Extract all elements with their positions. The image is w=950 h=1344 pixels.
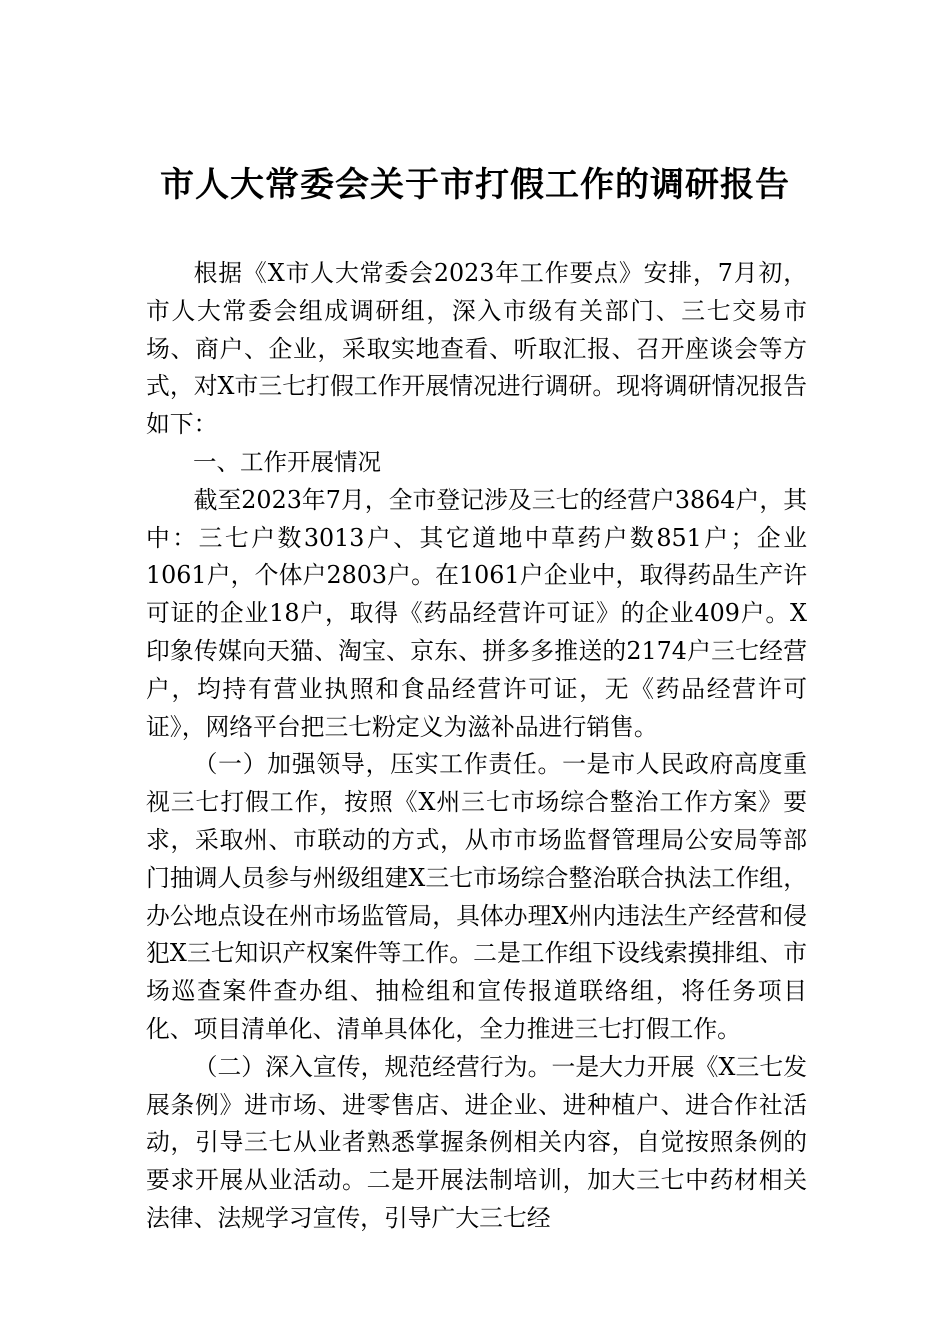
section-heading-1: 一、工作开展情况 bbox=[193, 447, 381, 476]
subsection-1-heading: （一）加强领导，压实工作责任。 bbox=[193, 750, 563, 779]
document-title: 市人大常委会关于市打假工作的调研报告 bbox=[160, 165, 790, 205]
subsection-1-paragraph bbox=[146, 746, 807, 1048]
intro-paragraph: 根据《X市人大常委会2023年工作要点》安排，7月初，市人大常委会组成调研组，深入市级有关部门、三七交易市场、商户、企业，采取实地查看、听取汇报、召开座谈会等方式，对X市三七打假工作开展情况进行调研。现将调研情况报告如下： bbox=[146, 259, 807, 439]
subsection-2-paragraph bbox=[146, 1049, 807, 1238]
subsection-2-heading: （二）深入宣传，规范经营行为。 bbox=[193, 1052, 552, 1081]
document-body bbox=[146, 255, 807, 1238]
section1-paragraph: 截至2023年7月，全市登记涉及三七的经营户3864户，其中：三七户数3013户、其它道地中草药户数851户；企业1061户，个体户2803户。在1061户企业中，取得药品生产许可证的企业18户，取得《药品经营许可证》的企业409户。X印象传媒向天猫、淘宝、京东、拼多多推送的2174户三七经营户，均持有营业执照和食品经营许可证，无《药品经营许可证》，网络平台把三七粉定义为滋补品进行销售。 bbox=[146, 485, 807, 741]
subsection-2-text: 一是大力开展《X三七发展条例》进市场、进零售店、进企业、进种植户、进合作社活动，引导三七从业者熟悉掌握条例相关内容，自觉按照条例的要求开展从业活动。二是开展法制培训，加大三七中药材相关法律、法规学习宣传，引导广大三七经 bbox=[146, 1052, 807, 1232]
subsection-1-text: 一是市人民政府高度重视三七打假工作，按照《X州三七市场综合整治工作方案》要求，采取州、市联动的方式，从市市场监督管理局公安局等部门抽调人员参与州级组建X三七市场综合整治联合执法工作组，办公地点设在州市场监管局，具体办理X州内违法生产经营和侵犯X三七知识产权案件等工作。二是工作组下设线索摸排组、市场巡查案件查办组、抽检组和宣传报道联络组，将任务项目化、项目清单化、清单具体化，全力推进三七打假工作。 bbox=[146, 750, 808, 1043]
